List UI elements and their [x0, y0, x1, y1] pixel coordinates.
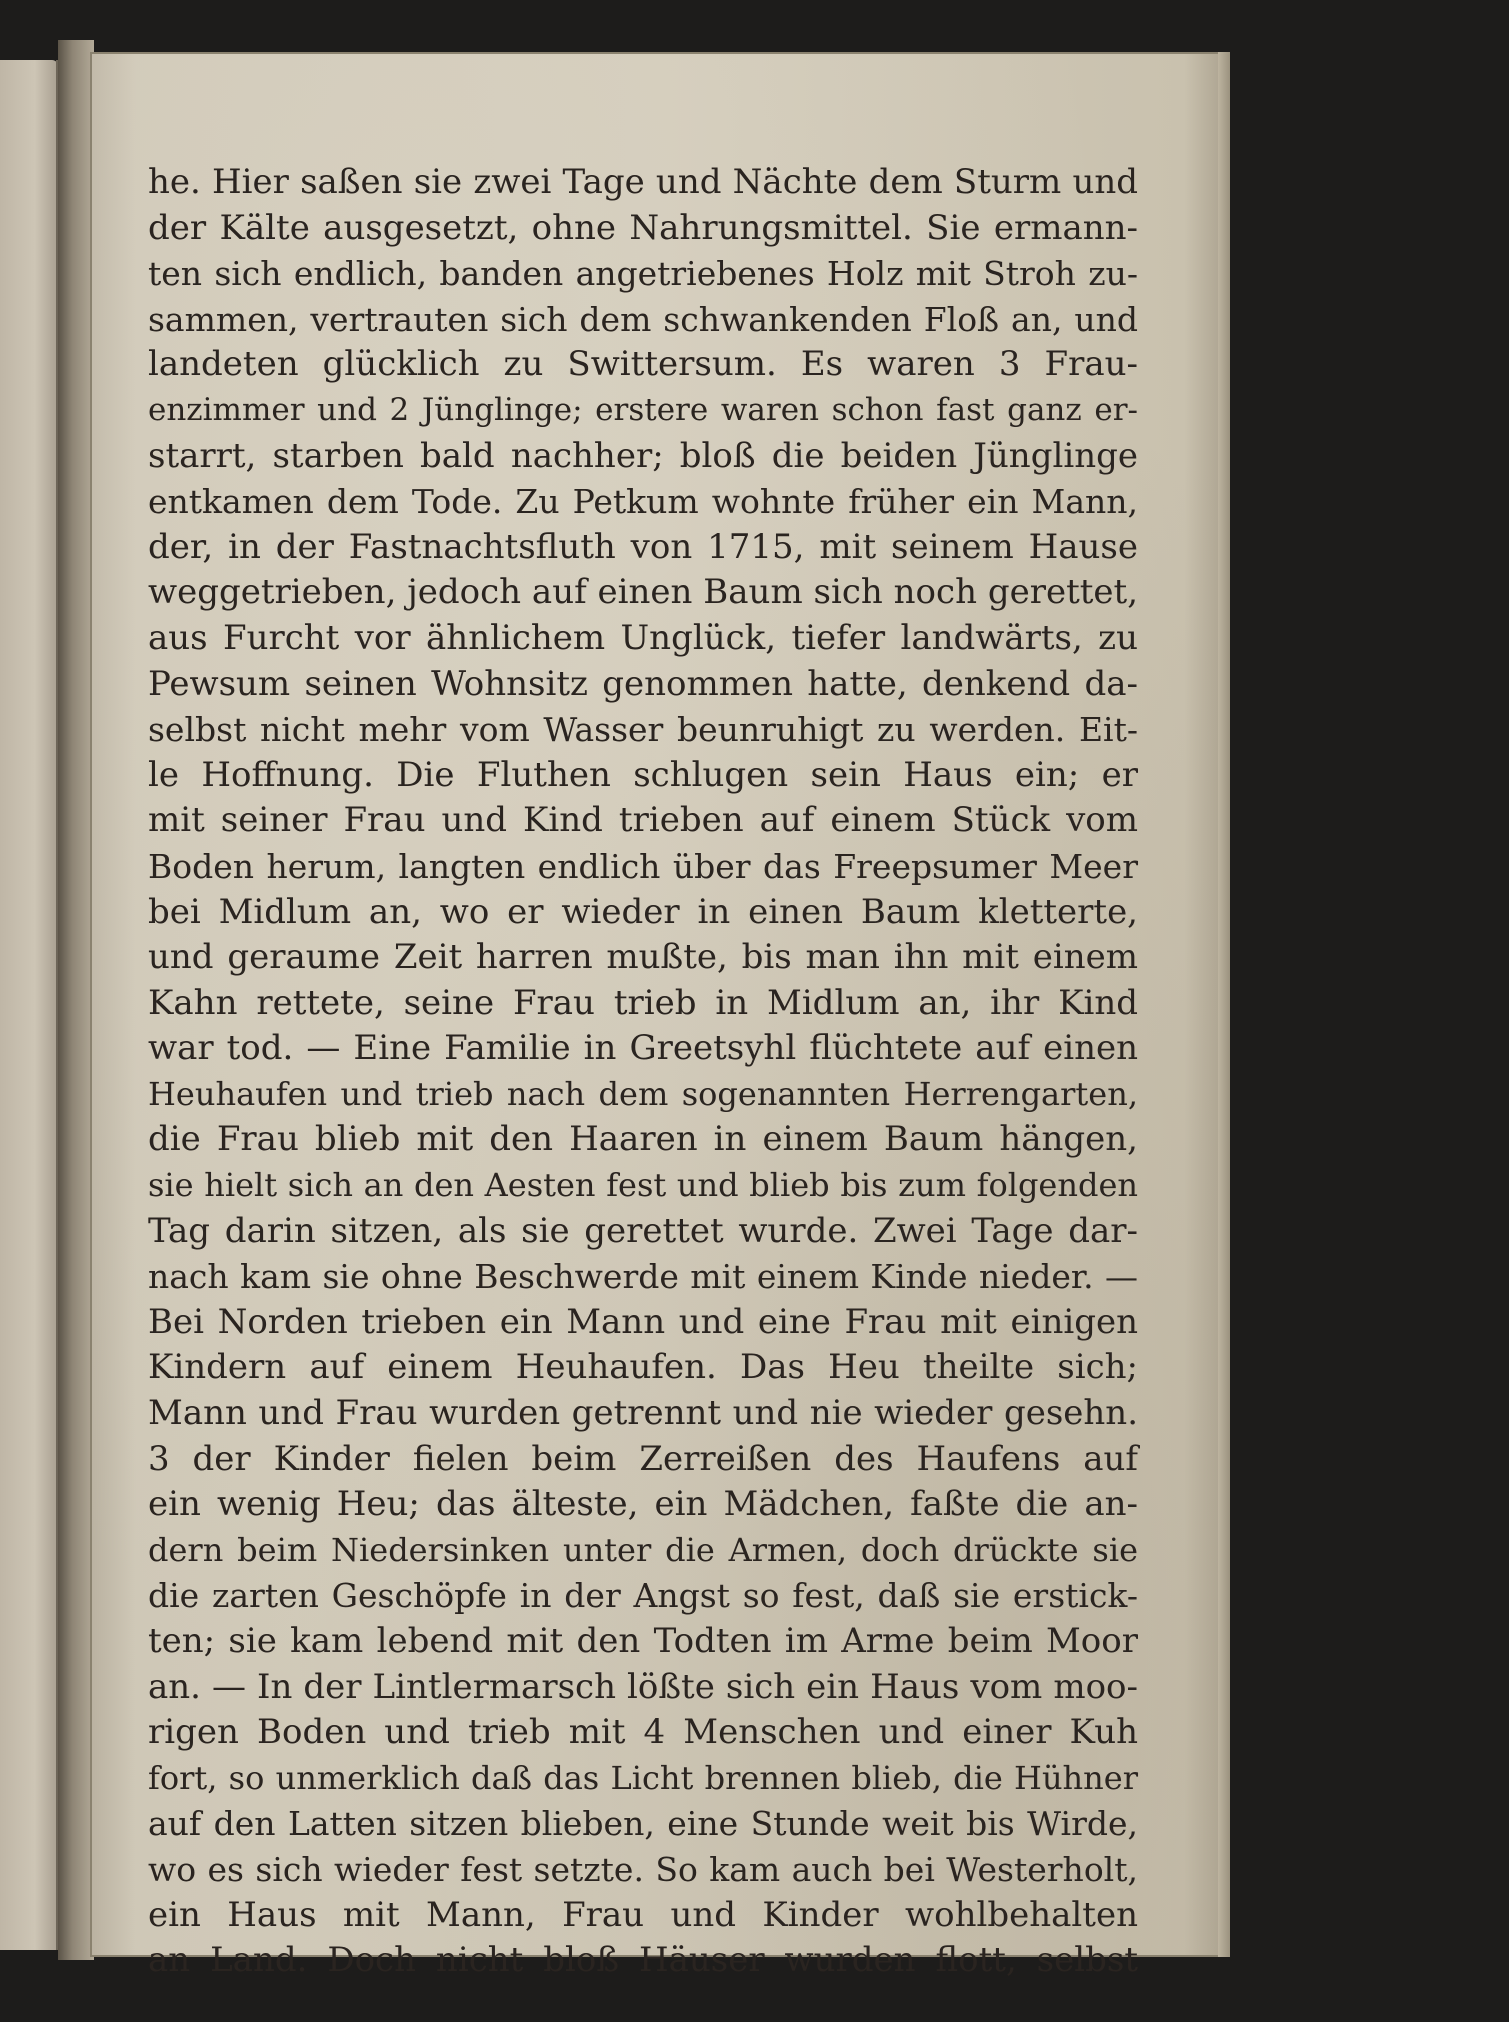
text-line: an Land. Doch nicht bloß Häuser wurden flott, selbst: [148, 1940, 1138, 1981]
facing-page-edge: [0, 60, 58, 1950]
text-line: 3 der Kinder fielen beim Zerreißen des Haufens auf: [148, 1438, 1138, 1479]
text-line: le Hoffnung. Die Fluthen schlugen sein Haus ein; er: [148, 754, 1138, 795]
text-line: auf den Latten sitzen blieben, eine Stunde weit bis Wirde,: [148, 1804, 1138, 1844]
text-line: Kahn rettete, seine Frau trieb in Midlum an, ihr Kind: [148, 982, 1138, 1023]
text-line: der, in der Fastnachtsfluth von 1715, mit seinem Hause: [148, 526, 1138, 567]
text-line: mit seiner Frau und Kind trieben auf einem Stück vom: [148, 800, 1138, 841]
text-line: weggetrieben, jedoch auf einen Baum sich noch gerettet,: [148, 572, 1138, 613]
text-line: selbst nicht mehr vom Wasser beunruhigt zu werden. Eit-: [148, 710, 1138, 750]
text-line: Bei Norden trieben ein Mann und eine Frau mit einigen: [148, 1301, 1138, 1342]
text-line: Heuhaufen und trieb nach dem sogenannten Herrengarten,: [148, 1074, 1138, 1113]
text-line: sie hielt sich an den Aesten fest und blieb bis zum folgenden: [148, 1166, 1138, 1205]
text-line: landeten glücklich zu Swittersum. Es waren 3 Frau-: [148, 344, 1138, 385]
text-line: ein Haus mit Mann, Frau und Kinder wohlbehalten: [148, 1894, 1138, 1935]
text-line: der Kälte ausgesetzt, ohne Nahrungsmittel. Sie ermann-: [148, 207, 1138, 248]
page-text: [148, 160, 1138, 1984]
text-line: Tag darin sitzen, als sie gerettet wurde. Zwei Tage dar-: [148, 1210, 1138, 1251]
text-line: wo es sich wieder fest setzte. So kam auch bei Westerholt,: [148, 1849, 1138, 1889]
text-line: war tod. — Eine Familie in Greetsyhl flüchtete auf einen: [148, 1028, 1138, 1069]
text-line: fort, so unmerklich daß das Licht brennen blieb, die Hühner: [148, 1758, 1138, 1797]
text-line: aus Furcht vor ähnlichem Unglück, tiefer landwärts, zu: [148, 617, 1138, 658]
text-line: dern beim Niedersinken unter die Armen, doch drückte sie: [148, 1530, 1138, 1569]
text-line: Kindern auf einem Heuhaufen. Das Heu theilte sich;: [148, 1347, 1138, 1388]
text-line: bei Midlum an, wo er wieder in einen Baum kletterte,: [148, 891, 1138, 932]
page-fore-edge: [1218, 52, 1230, 1957]
text-line: sammen, vertrauten sich dem schwankenden Floß an, und: [148, 299, 1138, 339]
text-line: Boden herum, langten endlich über das Freepsumer Meer: [148, 846, 1138, 886]
book-gutter: [58, 40, 94, 1960]
text-line: ten; sie kam lebend mit den Todten im Arme beim Moor: [148, 1621, 1138, 1661]
text-line: ten sich endlich, banden angetriebenes Holz mit Stroh zu-: [148, 254, 1138, 294]
text-line: starrt, starben bald nachher; bloß die beiden Jünglinge: [148, 435, 1138, 476]
text-line: entkamen dem Tode. Zu Petkum wohnte früher ein Mann,: [148, 482, 1138, 522]
text-line: die Frau blieb mit den Haaren in einem Baum hängen,: [148, 1119, 1138, 1160]
text-line: und geraume Zeit harren mußte, bis man ihn mit einem: [148, 937, 1138, 978]
text-line: an. — In der Lintlermarsch lößte sich ein Haus vom moo-: [148, 1666, 1138, 1707]
text-line: Mann und Frau wurden getrennt und nie wieder gesehn.: [148, 1393, 1138, 1434]
text-line: die zarten Geschöpfe in der Angst so fest, daß sie erstick-: [148, 1576, 1138, 1616]
text-line: nach kam sie ohne Beschwerde mit einem Kinde nieder. —: [148, 1257, 1138, 1297]
text-line: he. Hier saßen sie zwei Tage und Nächte dem Sturm und: [148, 162, 1138, 202]
text-line: enzimmer und 2 Jünglinge; erstere waren schon fast ganz er-: [148, 391, 1138, 428]
text-line: ein wenig Heu; das älteste, ein Mädchen, faßte die an-: [148, 1484, 1138, 1525]
text-line: Pewsum seinen Wohnsitz genommen hatte, denkend da-: [148, 663, 1138, 704]
text-line: rigen Boden und trieb mit 4 Menschen und einer Kuh: [148, 1712, 1138, 1753]
